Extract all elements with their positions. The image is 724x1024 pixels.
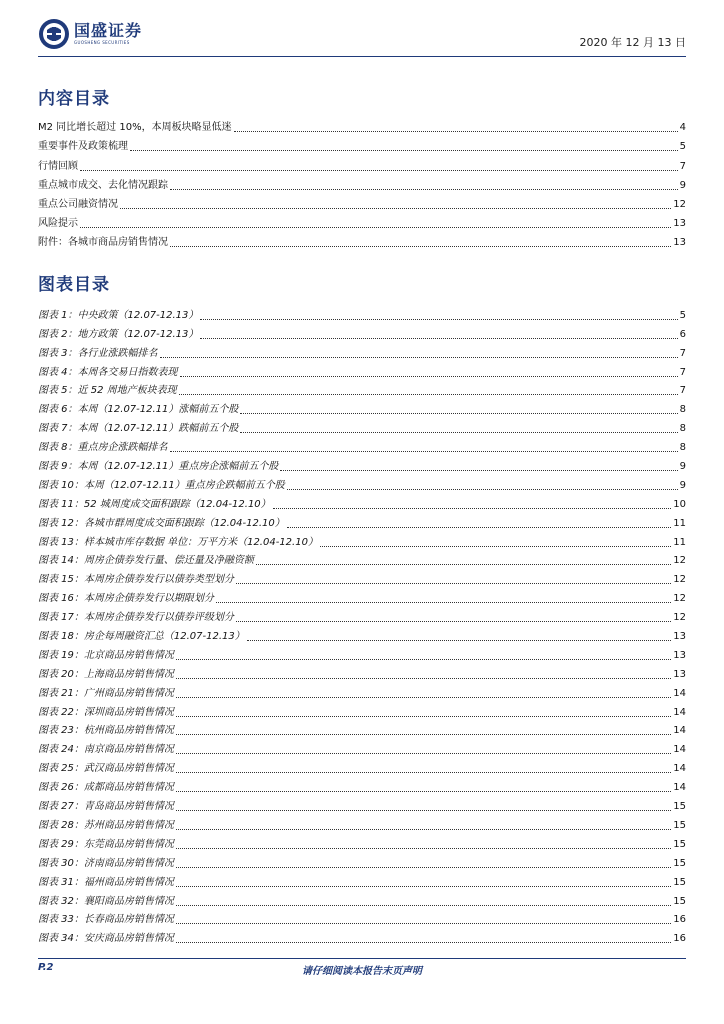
dot-leader	[176, 678, 671, 679]
toc-entry-label: 图表 19：北京商品房销售情况	[38, 649, 174, 661]
page-number: P.2	[38, 962, 54, 973]
toc-entry-label: 重点城市成交、去化情况跟踪	[38, 179, 168, 191]
toc-entry-page: 14	[673, 763, 686, 775]
toc-entry[interactable]	[38, 775, 686, 794]
toc-entry[interactable]	[38, 813, 686, 832]
toc-entry-label: 图表 28：苏州商品房销售情况	[38, 819, 174, 831]
toc-entry-page: 14	[673, 725, 686, 737]
toc-entry[interactable]	[38, 662, 686, 681]
toc-entry-page: 12	[673, 555, 686, 567]
toc-entry[interactable]	[38, 681, 686, 700]
toc-entry[interactable]	[38, 134, 686, 153]
toc-entry-label: 图表 22：深圳商品房销售情况	[38, 706, 174, 718]
header-divider	[38, 56, 686, 57]
dot-leader	[176, 659, 671, 660]
dot-leader	[176, 697, 671, 698]
toc-entry-page: 7	[679, 385, 686, 397]
toc-entry[interactable]	[38, 605, 686, 624]
toc-entry[interactable]	[38, 379, 686, 398]
toc-entry[interactable]	[38, 700, 686, 719]
toc-entry[interactable]	[38, 511, 686, 530]
toc-entry-label: 图表 31：福州商品房销售情况	[38, 876, 174, 888]
toc-entry-label: 附件：各城市商品房销售情况	[38, 237, 168, 249]
toc-entry-label: 图表 15：本周房企债券发行以债券类型划分	[38, 574, 234, 586]
toc-entry[interactable]	[38, 303, 686, 322]
toc-entry-label: M2 同比增长超过 10%，本周板块略显低迷	[38, 122, 232, 134]
toc-entry-label: 图表 25：武汉商品房销售情况	[38, 763, 174, 775]
toc-entry-page: 5	[679, 141, 686, 153]
toc-entry-label: 图表 4：本周各交易日指数表现	[38, 366, 178, 378]
toc-entry-page: 11	[673, 517, 686, 529]
toc-entry-page: 13	[673, 218, 686, 230]
dot-leader	[287, 489, 678, 490]
toc-entry[interactable]	[38, 341, 686, 360]
toc-entry-label: 图表 6：本周（12.07-12.11）涨幅前五个股	[38, 404, 239, 416]
toc-entry-label: 图表 34：安庆商品房销售情况	[38, 933, 174, 945]
toc-entry[interactable]	[38, 360, 686, 379]
toc-entry[interactable]	[38, 115, 686, 134]
dot-leader	[320, 546, 671, 547]
toc-entry[interactable]	[38, 926, 686, 945]
dot-leader	[176, 829, 671, 830]
toc-entry-page: 14	[673, 687, 686, 699]
toc-entry-label: 图表 29：东莞商品房销售情况	[38, 838, 174, 850]
toc-entry-label: 图表 5：近 52 周地产板块表现	[38, 385, 177, 397]
dot-leader	[160, 357, 678, 358]
toc-entry-page: 15	[673, 895, 686, 907]
toc-entry-page: 9	[679, 179, 686, 191]
toc-entry[interactable]	[38, 624, 686, 643]
toc-entry-label: 图表 21：广州商品房销售情况	[38, 687, 174, 699]
toc-entry[interactable]	[38, 397, 686, 416]
toc-entry-label: 图表 7：本周（12.07-12.11）跌幅前五个股	[38, 423, 239, 435]
toc-entry[interactable]	[38, 719, 686, 738]
toc-entry-page: 8	[679, 404, 686, 416]
toc-entry-page: 12	[673, 612, 686, 624]
toc-entry-label: 图表 20：上海商品房销售情况	[38, 668, 174, 680]
toc-entry-label: 图表 2：地方政策（12.07-12.13）	[38, 328, 199, 340]
toc-entry[interactable]	[38, 832, 686, 851]
toc-entry-page: 7	[679, 366, 686, 378]
toc-entry-page: 15	[673, 801, 686, 813]
figures-list	[38, 303, 686, 945]
toc-entry-page: 13	[673, 668, 686, 680]
dot-leader	[176, 886, 671, 887]
toc-entry-page: 9	[679, 461, 686, 473]
dot-leader	[176, 772, 671, 773]
dot-leader	[170, 189, 678, 190]
toc-entry-label: 行情回顾	[38, 160, 78, 172]
toc-entry[interactable]	[38, 230, 686, 249]
toc-entry-label: 图表 30：济南商品房销售情况	[38, 857, 174, 869]
toc-entry-page: 12	[673, 574, 686, 586]
toc-entry-label: 图表 11：52 城周度成交面积跟踪（12.04-12.10）	[38, 498, 271, 510]
dot-leader	[179, 394, 678, 395]
toc-entry-label: 图表 18：房企每周融资汇总（12.07-12.13）	[38, 631, 245, 643]
toc-entry-label: 图表 1：中央政策（12.07-12.13）	[38, 309, 199, 321]
dot-leader	[176, 753, 671, 754]
toc-entry[interactable]	[38, 322, 686, 341]
toc-entry-page: 13	[673, 649, 686, 661]
figures-title: 图表目录	[38, 275, 110, 295]
toc-entry[interactable]	[38, 530, 686, 549]
toc-entry-page: 15	[673, 819, 686, 831]
toc-entry-page: 16	[673, 933, 686, 945]
dot-leader	[176, 791, 671, 792]
page-footer	[38, 958, 686, 978]
toc-entry[interactable]	[38, 492, 686, 511]
dot-leader	[236, 583, 671, 584]
dot-leader	[287, 527, 671, 528]
toc-entry[interactable]	[38, 454, 686, 473]
toc-entry[interactable]	[38, 586, 686, 605]
dot-leader	[176, 716, 671, 717]
toc-entry-page: 14	[673, 782, 686, 794]
dot-leader	[280, 470, 677, 471]
dot-leader	[130, 150, 678, 151]
dot-leader	[240, 432, 677, 433]
dot-leader	[236, 621, 671, 622]
toc-entry-page: 9	[679, 479, 686, 491]
dot-leader	[216, 602, 671, 603]
toc-entry-page: 13	[673, 631, 686, 643]
toc-entry[interactable]	[38, 435, 686, 454]
toc-entry-page: 15	[673, 838, 686, 850]
disclaimer-note: 请仔细阅读本报告末页声明	[302, 966, 422, 977]
toc-entry[interactable]	[38, 794, 686, 813]
toc-entry-label: 图表 9：本周（12.07-12.11）重点房企涨幅前五个股	[38, 461, 279, 473]
toc-entry[interactable]	[38, 870, 686, 889]
toc-entry-page: 5	[679, 309, 686, 321]
toc-entry-page: 10	[673, 498, 686, 510]
toc-entry-page: 15	[673, 857, 686, 869]
dot-leader	[234, 131, 678, 132]
dot-leader	[80, 170, 678, 171]
toc-entry-label: 图表 14：周房企债券发行量、偿还量及净融资额	[38, 555, 254, 567]
toc-entry[interactable]	[38, 549, 686, 568]
toc-entry-label: 风险提示	[38, 218, 78, 230]
toc-entry-page: 7	[679, 347, 686, 359]
toc-entry-label: 图表 26：成都商品房销售情况	[38, 782, 174, 794]
toc-entry[interactable]	[38, 192, 686, 211]
dot-leader	[180, 376, 678, 377]
dot-leader	[170, 451, 678, 452]
toc-entry-label: 重要事件及政策梳理	[38, 141, 128, 153]
toc-entry[interactable]	[38, 851, 686, 870]
contents-title: 内容目录	[38, 89, 110, 109]
toc-entry[interactable]	[38, 737, 686, 756]
toc-entry-label: 图表 3：各行业涨跌幅排名	[38, 347, 158, 359]
toc-entry-page: 15	[673, 876, 686, 888]
toc-entry-page: 8	[679, 423, 686, 435]
contents-list	[38, 115, 686, 249]
toc-entry-label: 重点公司融资情况	[38, 198, 118, 210]
toc-entry[interactable]	[38, 153, 686, 172]
dot-leader	[256, 564, 671, 565]
toc-entry[interactable]	[38, 473, 686, 492]
toc-entry[interactable]	[38, 643, 686, 662]
report-date: 2020 年 12 月 13 日	[579, 36, 686, 49]
dot-leader	[176, 867, 671, 868]
toc-entry-page: 16	[673, 914, 686, 926]
toc-entry[interactable]	[38, 416, 686, 435]
page-header	[38, 18, 686, 54]
toc-entry-label: 图表 13：样本城市库存数据 单位：万平方米（12.04-12.10）	[38, 536, 318, 548]
dot-leader	[176, 810, 671, 811]
toc-entry-label: 图表 16：本周房企债券发行以期限划分	[38, 593, 214, 605]
logo-chinese-text: 国盛证券	[74, 21, 143, 40]
dot-leader	[240, 413, 677, 414]
toc-entry-page: 14	[673, 744, 686, 756]
dot-leader	[80, 227, 671, 228]
toc-entry-page: 13	[673, 237, 686, 249]
dot-leader	[120, 208, 671, 209]
toc-entry[interactable]	[38, 173, 686, 192]
dot-leader	[176, 848, 671, 849]
toc-entry[interactable]	[38, 756, 686, 775]
toc-entry-page: 8	[679, 442, 686, 454]
footer-divider	[38, 958, 686, 959]
dot-leader	[176, 734, 671, 735]
dot-leader	[273, 508, 672, 509]
company-logo	[38, 18, 142, 50]
toc-entry-label: 图表 23：杭州商品房销售情况	[38, 725, 174, 737]
toc-entry-page: 6	[679, 328, 686, 340]
dot-leader	[176, 942, 671, 943]
toc-entry-label: 图表 10：本周（12.07-12.11）重点房企跌幅前五个股	[38, 479, 285, 491]
dot-leader	[176, 905, 671, 906]
dot-leader	[247, 640, 671, 641]
toc-entry-label: 图表 27：青岛商品房销售情况	[38, 801, 174, 813]
dot-leader	[200, 338, 677, 339]
logo-english-text: GUOSHENG SECURITIES	[74, 40, 130, 45]
dot-leader	[176, 923, 671, 924]
toc-entry-label: 图表 24：南京商品房销售情况	[38, 744, 174, 756]
toc-entry[interactable]	[38, 567, 686, 586]
toc-entry[interactable]	[38, 889, 686, 908]
dot-leader	[200, 319, 677, 320]
toc-entry[interactable]	[38, 908, 686, 927]
toc-entry-page: 14	[673, 706, 686, 718]
toc-entry-label: 图表 12：各城市群周度成交面积跟踪（12.04-12.10）	[38, 517, 285, 529]
toc-entry-label: 图表 33：长春商品房销售情况	[38, 914, 174, 926]
toc-entry-page: 12	[673, 593, 686, 605]
toc-entry-label: 图表 17：本周房企债券发行以债券评级划分	[38, 612, 234, 624]
toc-entry-label: 图表 32：襄阳商品房销售情况	[38, 895, 174, 907]
toc-entry-page: 12	[673, 198, 686, 210]
toc-entry-label: 图表 8：重点房企涨跌幅排名	[38, 442, 168, 454]
toc-entry-page: 7	[679, 160, 686, 172]
toc-entry-page: 11	[673, 536, 686, 548]
toc-entry-page: 4	[679, 122, 686, 134]
logo-mark-icon	[38, 18, 70, 50]
dot-leader	[170, 246, 671, 247]
toc-entry[interactable]	[38, 211, 686, 230]
